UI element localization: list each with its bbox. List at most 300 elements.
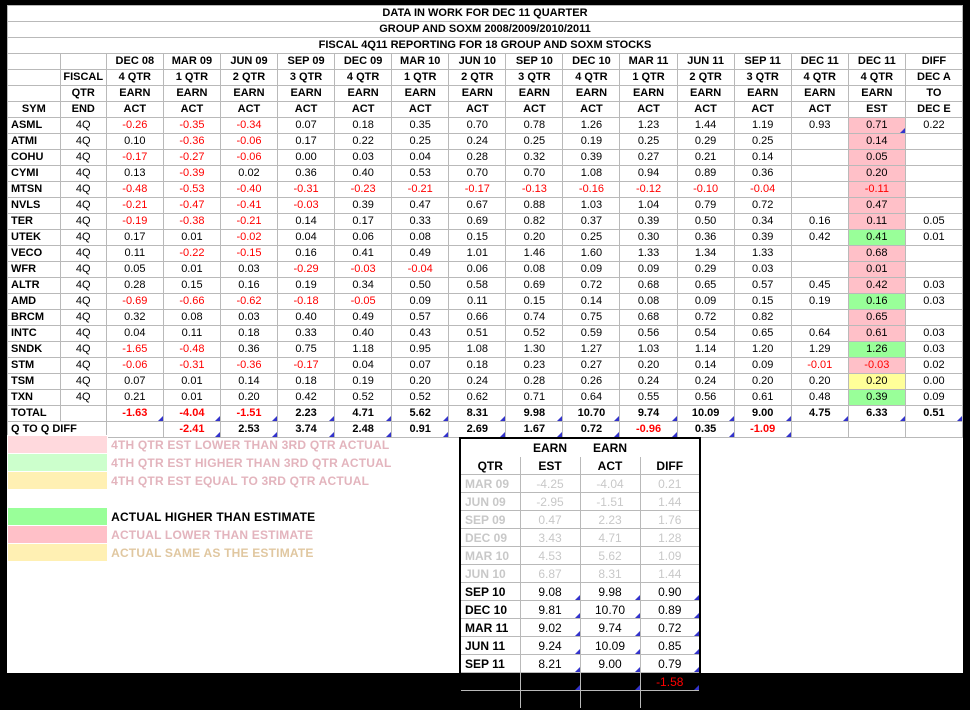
total-cell: 10.70 xyxy=(563,406,620,422)
legend-label: 4TH QTR EST LOWER THAN 3RD QTR ACTUAL xyxy=(111,437,390,452)
column-header: 4 QTR xyxy=(848,70,905,86)
actual-cell: 1.33 xyxy=(734,246,791,262)
actual-cell: 0.28 xyxy=(506,374,563,390)
actual-cell: -0.19 xyxy=(106,214,163,230)
actual-cell: 0.20 xyxy=(392,374,449,390)
row-quarter-end: 4Q xyxy=(60,150,106,166)
actual-cell: -0.03 xyxy=(278,198,335,214)
actual-cell: 0.70 xyxy=(449,118,506,134)
row-symbol: SNDK xyxy=(8,342,61,358)
diff-cell: 0.00 xyxy=(905,374,962,390)
summary-act: 64.83 xyxy=(580,691,640,710)
actual-cell: 0.25 xyxy=(734,134,791,150)
actual-cell: 0.49 xyxy=(335,310,392,326)
actual-cell: -0.18 xyxy=(278,294,335,310)
actual-cell: 1.23 xyxy=(620,118,677,134)
actual-cell: 0.17 xyxy=(278,134,335,150)
actual-cell: 0.20 xyxy=(734,374,791,390)
actual-cell: 0.32 xyxy=(506,150,563,166)
column-header: EARN xyxy=(449,86,506,102)
summary-quarter: MAR 11 xyxy=(460,619,520,637)
actual-cell: 0.07 xyxy=(392,358,449,374)
actual-cell: -0.41 xyxy=(220,198,277,214)
row-quarter-end: 4Q xyxy=(60,390,106,406)
actual-cell: 0.55 xyxy=(620,390,677,406)
actual-cell: 0.16 xyxy=(791,214,848,230)
actual-cell: 0.24 xyxy=(449,134,506,150)
row-quarter-end: 4Q xyxy=(60,278,106,294)
diff-cell xyxy=(905,166,962,182)
summary-diff: -1.58 xyxy=(640,673,700,691)
total-cell: 9.98 xyxy=(506,406,563,422)
column-header: DEC 09 xyxy=(335,54,392,70)
actual-cell: -0.31 xyxy=(163,358,220,374)
estimate-cell: -0.03 xyxy=(848,358,905,374)
actual-cell: 0.34 xyxy=(734,214,791,230)
column-header: ACT xyxy=(563,102,620,118)
table-row xyxy=(8,134,963,150)
row-quarter-end: 4Q xyxy=(60,182,106,198)
summary-row xyxy=(460,529,700,547)
actual-cell: -1.65 xyxy=(106,342,163,358)
actual-cell: 0.25 xyxy=(506,134,563,150)
qtoq-cell xyxy=(791,422,848,438)
actual-cell: -0.10 xyxy=(677,182,734,198)
row-symbol: MTSN xyxy=(8,182,61,198)
actual-cell: -0.06 xyxy=(106,358,163,374)
column-header: END xyxy=(60,102,106,118)
earnings-table xyxy=(7,5,963,438)
summary-diff: 1.44 xyxy=(640,565,700,583)
summary-col-header xyxy=(460,438,520,457)
table-row xyxy=(8,246,963,262)
actual-cell: 0.02 xyxy=(220,166,277,182)
summary-col-header: EARN xyxy=(580,438,640,457)
actual-cell: 0.30 xyxy=(620,230,677,246)
actual-cell: 0.64 xyxy=(563,390,620,406)
actual-cell: 0.18 xyxy=(220,326,277,342)
actual-cell: -0.06 xyxy=(220,150,277,166)
diff-cell xyxy=(905,262,962,278)
summary-est: 4.53 xyxy=(520,547,580,565)
actual-cell: 0.35 xyxy=(392,118,449,134)
table-row xyxy=(8,182,963,198)
actual-cell: 0.74 xyxy=(506,310,563,326)
row-quarter-end: 4Q xyxy=(60,166,106,182)
actual-cell: -0.17 xyxy=(278,358,335,374)
column-header: 1 QTR xyxy=(163,70,220,86)
actual-cell: 0.71 xyxy=(506,390,563,406)
summary-diff: 11.37 xyxy=(640,691,700,710)
row-quarter-end: 4Q xyxy=(60,294,106,310)
table-row xyxy=(8,230,963,246)
summary-col-header: EARN xyxy=(520,438,580,457)
actual-cell: 0.27 xyxy=(563,358,620,374)
table-row xyxy=(8,118,963,134)
actual-cell: 0.04 xyxy=(392,150,449,166)
column-header: ACT xyxy=(106,102,163,118)
column-header: 3 QTR xyxy=(506,70,563,86)
estimate-cell: 0.47 xyxy=(848,198,905,214)
actual-cell: 0.68 xyxy=(620,278,677,294)
legend-label: ACTUAL HIGHER THAN ESTIMATE xyxy=(111,509,316,524)
legend-color-swatch xyxy=(8,472,108,490)
actual-cell: 0.13 xyxy=(106,166,163,182)
actual-cell: 0.29 xyxy=(677,262,734,278)
diff-cell xyxy=(905,246,962,262)
header-row-quarters xyxy=(8,54,963,70)
actual-cell: 0.04 xyxy=(335,358,392,374)
actual-cell: -0.62 xyxy=(220,294,277,310)
summary-diff: 1.28 xyxy=(640,529,700,547)
actual-cell: 0.70 xyxy=(506,166,563,182)
diff-cell: 0.03 xyxy=(905,342,962,358)
table-row xyxy=(8,278,963,294)
estimate-cell: 0.61 xyxy=(848,326,905,342)
actual-cell: 1.29 xyxy=(791,342,848,358)
summary-est: 9.08 xyxy=(520,583,580,601)
row-quarter-end: 4Q xyxy=(60,214,106,230)
actual-cell: 0.20 xyxy=(506,230,563,246)
column-header: FISCAL xyxy=(60,70,106,86)
estimate-cell: 0.42 xyxy=(848,278,905,294)
column-header: ACT xyxy=(163,102,220,118)
column-header: TO xyxy=(905,86,962,102)
actual-cell: 0.15 xyxy=(506,294,563,310)
total-cell: 5.62 xyxy=(392,406,449,422)
actual-cell: 0.18 xyxy=(278,374,335,390)
summary-quarter: TOTAL xyxy=(460,691,520,710)
actual-cell: 0.14 xyxy=(220,374,277,390)
summary-row xyxy=(460,601,700,619)
column-header: ACT xyxy=(392,102,449,118)
column-header: DEC 08 xyxy=(106,54,163,70)
column-header: 4 QTR xyxy=(335,70,392,86)
actual-cell: 0.08 xyxy=(392,230,449,246)
actual-cell: 0.82 xyxy=(506,214,563,230)
column-header: ACT xyxy=(677,102,734,118)
total-cell: 10.09 xyxy=(677,406,734,422)
summary-row xyxy=(460,475,700,493)
row-symbol: VECO xyxy=(8,246,61,262)
actual-cell: 0.47 xyxy=(392,198,449,214)
table-row xyxy=(8,150,963,166)
table-row xyxy=(8,198,963,214)
summary-diff: 0.79 xyxy=(640,655,700,673)
total-cell: 4.75 xyxy=(791,406,848,422)
actual-cell: 0.08 xyxy=(620,294,677,310)
diff-cell xyxy=(905,150,962,166)
actual-cell: 0.40 xyxy=(335,166,392,182)
summary-row xyxy=(460,565,700,583)
actual-cell: 0.14 xyxy=(677,358,734,374)
actual-cell: -0.53 xyxy=(163,182,220,198)
actual-cell: 0.34 xyxy=(335,278,392,294)
title-2: GROUP AND SOXM 2008/2009/2010/2011 xyxy=(8,22,963,38)
actual-cell: 0.04 xyxy=(278,230,335,246)
row-quarter-end: 4Q xyxy=(60,262,106,278)
column-header: EARN xyxy=(620,86,677,102)
row-quarter-end: 4Q xyxy=(60,134,106,150)
legend-table xyxy=(7,435,447,562)
actual-cell: 0.62 xyxy=(449,390,506,406)
actual-cell: 0.68 xyxy=(620,310,677,326)
qtoq-cell: 0.72 xyxy=(563,422,620,438)
column-header: JUN 10 xyxy=(449,54,506,70)
actual-cell: 0.11 xyxy=(163,326,220,342)
actual-cell: 0.25 xyxy=(392,134,449,150)
legend-item xyxy=(8,508,447,526)
table-row xyxy=(8,166,963,182)
row-symbol: ATMI xyxy=(8,134,61,150)
row-symbol: CYMI xyxy=(8,166,61,182)
row-quarter-end: 4Q xyxy=(60,342,106,358)
legend-block xyxy=(7,435,447,562)
summary-quarter: DEC 11 xyxy=(460,673,520,691)
actual-cell: -0.21 xyxy=(106,198,163,214)
actual-cell: 0.39 xyxy=(620,214,677,230)
estimate-cell: 0.39 xyxy=(848,390,905,406)
legend-color-swatch xyxy=(8,490,108,508)
row-symbol: BRCM xyxy=(8,310,61,326)
summary-row xyxy=(460,691,700,710)
actual-cell: 0.01 xyxy=(163,230,220,246)
legend-color-swatch xyxy=(8,508,108,526)
column-header: DEC 11 xyxy=(848,54,905,70)
actual-cell: 0.52 xyxy=(335,390,392,406)
column-header: EARN xyxy=(734,86,791,102)
actual-cell: 0.56 xyxy=(677,390,734,406)
summary-row xyxy=(460,637,700,655)
estimate-cell: 0.16 xyxy=(848,294,905,310)
actual-cell: 0.65 xyxy=(734,326,791,342)
actual-cell: 0.21 xyxy=(677,150,734,166)
actual-cell: 0.09 xyxy=(734,358,791,374)
actual-cell: 1.27 xyxy=(563,342,620,358)
column-header xyxy=(8,70,61,86)
estimate-cell: 0.20 xyxy=(848,374,905,390)
actual-cell: 0.15 xyxy=(734,294,791,310)
actual-cell: 0.36 xyxy=(220,342,277,358)
qtoq-cell: 2.69 xyxy=(449,422,506,438)
column-header: MAR 11 xyxy=(620,54,677,70)
actual-cell: 0.67 xyxy=(449,198,506,214)
actual-cell: -0.06 xyxy=(220,134,277,150)
summary-est: 6.87 xyxy=(520,565,580,583)
actual-cell: 0.64 xyxy=(791,326,848,342)
summary-est: 9.81 xyxy=(520,601,580,619)
summary-col-header: EST xyxy=(520,457,580,475)
actual-cell: 0.00 xyxy=(278,150,335,166)
summary-row xyxy=(460,493,700,511)
estimate-cell: 0.11 xyxy=(848,214,905,230)
actual-cell: 0.01 xyxy=(163,374,220,390)
header-row-fiscal xyxy=(8,70,963,86)
actual-cell: -0.16 xyxy=(563,182,620,198)
total-cell: -1.51 xyxy=(220,406,277,422)
actual-cell: 0.51 xyxy=(449,326,506,342)
total-cell: -4.04 xyxy=(163,406,220,422)
actual-cell: 1.26 xyxy=(563,118,620,134)
actual-cell: 0.33 xyxy=(392,214,449,230)
table-row xyxy=(8,262,963,278)
column-header: 1 QTR xyxy=(620,70,677,86)
summary-col-header: QTR xyxy=(460,457,520,475)
legend-color-swatch xyxy=(8,544,108,562)
actual-cell xyxy=(791,246,848,262)
table-row xyxy=(8,326,963,342)
actual-cell: 0.39 xyxy=(563,150,620,166)
actual-cell: 0.03 xyxy=(220,262,277,278)
actual-cell: 0.09 xyxy=(392,294,449,310)
column-header: ACT xyxy=(278,102,335,118)
actual-cell: -0.48 xyxy=(106,182,163,198)
summary-diff: 1.09 xyxy=(640,547,700,565)
total-cell: 4.71 xyxy=(335,406,392,422)
actual-cell: 1.08 xyxy=(563,166,620,182)
actual-cell: 0.19 xyxy=(791,294,848,310)
estimate-cell: 1.26 xyxy=(848,342,905,358)
summary-row xyxy=(460,511,700,529)
actual-cell: 0.42 xyxy=(278,390,335,406)
actual-cell: -0.17 xyxy=(106,150,163,166)
actual-cell: 0.07 xyxy=(106,374,163,390)
summary-act: 9.74 xyxy=(580,619,640,637)
row-quarter-end: 4Q xyxy=(60,310,106,326)
actual-cell: -0.69 xyxy=(106,294,163,310)
total-cell: 0.51 xyxy=(905,406,962,422)
actual-cell: 0.23 xyxy=(506,358,563,374)
summary-act: -1.51 xyxy=(580,493,640,511)
actual-cell: 1.08 xyxy=(449,342,506,358)
actual-cell: 0.07 xyxy=(278,118,335,134)
actual-cell: -0.47 xyxy=(163,198,220,214)
actual-cell: 0.48 xyxy=(791,390,848,406)
actual-cell: 0.75 xyxy=(278,342,335,358)
actual-cell: 0.14 xyxy=(278,214,335,230)
summary-row xyxy=(460,673,700,691)
header-row-earn xyxy=(8,86,963,102)
legend-color-swatch xyxy=(8,526,108,544)
actual-cell: 0.19 xyxy=(563,134,620,150)
actual-cell: 0.24 xyxy=(677,374,734,390)
column-header: EARN xyxy=(677,86,734,102)
row-symbol: INTC xyxy=(8,326,61,342)
actual-cell: 0.69 xyxy=(449,214,506,230)
actual-cell: 0.19 xyxy=(278,278,335,294)
diff-cell xyxy=(905,198,962,214)
column-header: EARN xyxy=(791,86,848,102)
actual-cell: -0.38 xyxy=(163,214,220,230)
column-header xyxy=(8,54,61,70)
qtoq-cell: -0.96 xyxy=(620,422,677,438)
actual-cell: 0.20 xyxy=(791,374,848,390)
actual-cell: 0.78 xyxy=(506,118,563,134)
summary-est: 6.33 xyxy=(520,673,580,691)
actual-cell: 0.05 xyxy=(106,262,163,278)
column-header: ACT xyxy=(620,102,677,118)
title-row-1 xyxy=(8,6,963,22)
actual-cell: 0.37 xyxy=(563,214,620,230)
actual-cell: 0.59 xyxy=(563,326,620,342)
actual-cell: -0.21 xyxy=(220,214,277,230)
actual-cell: 0.41 xyxy=(335,246,392,262)
column-header: EARN xyxy=(163,86,220,102)
legend-item xyxy=(8,472,447,490)
actual-cell xyxy=(791,310,848,326)
actual-cell: 0.36 xyxy=(734,166,791,182)
column-header: ACT xyxy=(335,102,392,118)
actual-cell: 0.22 xyxy=(335,134,392,150)
summary-act: 2.23 xyxy=(580,511,640,529)
summary-diff: 0.89 xyxy=(640,601,700,619)
total-blank xyxy=(60,406,106,422)
actual-cell: -0.12 xyxy=(620,182,677,198)
summary-row xyxy=(460,655,700,673)
estimate-cell: 0.20 xyxy=(848,166,905,182)
actual-cell: 0.25 xyxy=(563,230,620,246)
actual-cell: 1.01 xyxy=(449,246,506,262)
column-header: QTR xyxy=(60,86,106,102)
actual-cell xyxy=(791,198,848,214)
actual-cell: 0.18 xyxy=(335,118,392,134)
actual-cell: 0.15 xyxy=(449,230,506,246)
actual-cell: -0.01 xyxy=(791,358,848,374)
actual-cell: 0.45 xyxy=(791,278,848,294)
summary-col-header: ACT xyxy=(580,457,640,475)
column-header: SEP 10 xyxy=(506,54,563,70)
summary-quarter: DEC 09 xyxy=(460,529,520,547)
column-header: ACT xyxy=(734,102,791,118)
summary-act: 4.75 xyxy=(580,673,640,691)
row-symbol: TXN xyxy=(8,390,61,406)
actual-cell: 0.72 xyxy=(677,310,734,326)
summary-est: 3.43 xyxy=(520,529,580,547)
actual-cell: -0.15 xyxy=(220,246,277,262)
summary-est: 53.46 xyxy=(520,691,580,710)
actual-cell: -0.66 xyxy=(163,294,220,310)
actual-cell: 0.36 xyxy=(677,230,734,246)
actual-cell: 1.44 xyxy=(677,118,734,134)
summary-est: 9.24 xyxy=(520,637,580,655)
qtoq-cell: 2.48 xyxy=(335,422,392,438)
actual-cell: 0.39 xyxy=(734,230,791,246)
actual-cell: 0.17 xyxy=(106,230,163,246)
actual-cell: -0.13 xyxy=(506,182,563,198)
actual-cell xyxy=(791,166,848,182)
actual-cell: -0.34 xyxy=(220,118,277,134)
actual-cell: 0.01 xyxy=(163,390,220,406)
column-header: MAR 09 xyxy=(163,54,220,70)
row-symbol: UTEK xyxy=(8,230,61,246)
column-header: EARN xyxy=(220,86,277,102)
actual-cell: 0.01 xyxy=(163,262,220,278)
qtoq-cell xyxy=(905,422,962,438)
column-header: MAR 10 xyxy=(392,54,449,70)
qtoq-cell: 0.91 xyxy=(392,422,449,438)
column-header: EARN xyxy=(335,86,392,102)
column-header: JUN 09 xyxy=(220,54,277,70)
table-row xyxy=(8,390,963,406)
diff-cell xyxy=(905,134,962,150)
actual-cell: 0.39 xyxy=(335,198,392,214)
summary-est: 9.02 xyxy=(520,619,580,637)
summary-quarter: MAR 09 xyxy=(460,475,520,493)
summary-quarter: JUN 11 xyxy=(460,637,520,655)
legend-label: 4TH QTR EST HIGHER THAN 3RD QTR ACTUAL xyxy=(111,455,392,470)
actual-cell: -0.27 xyxy=(163,150,220,166)
summary-quarter: SEP 10 xyxy=(460,583,520,601)
